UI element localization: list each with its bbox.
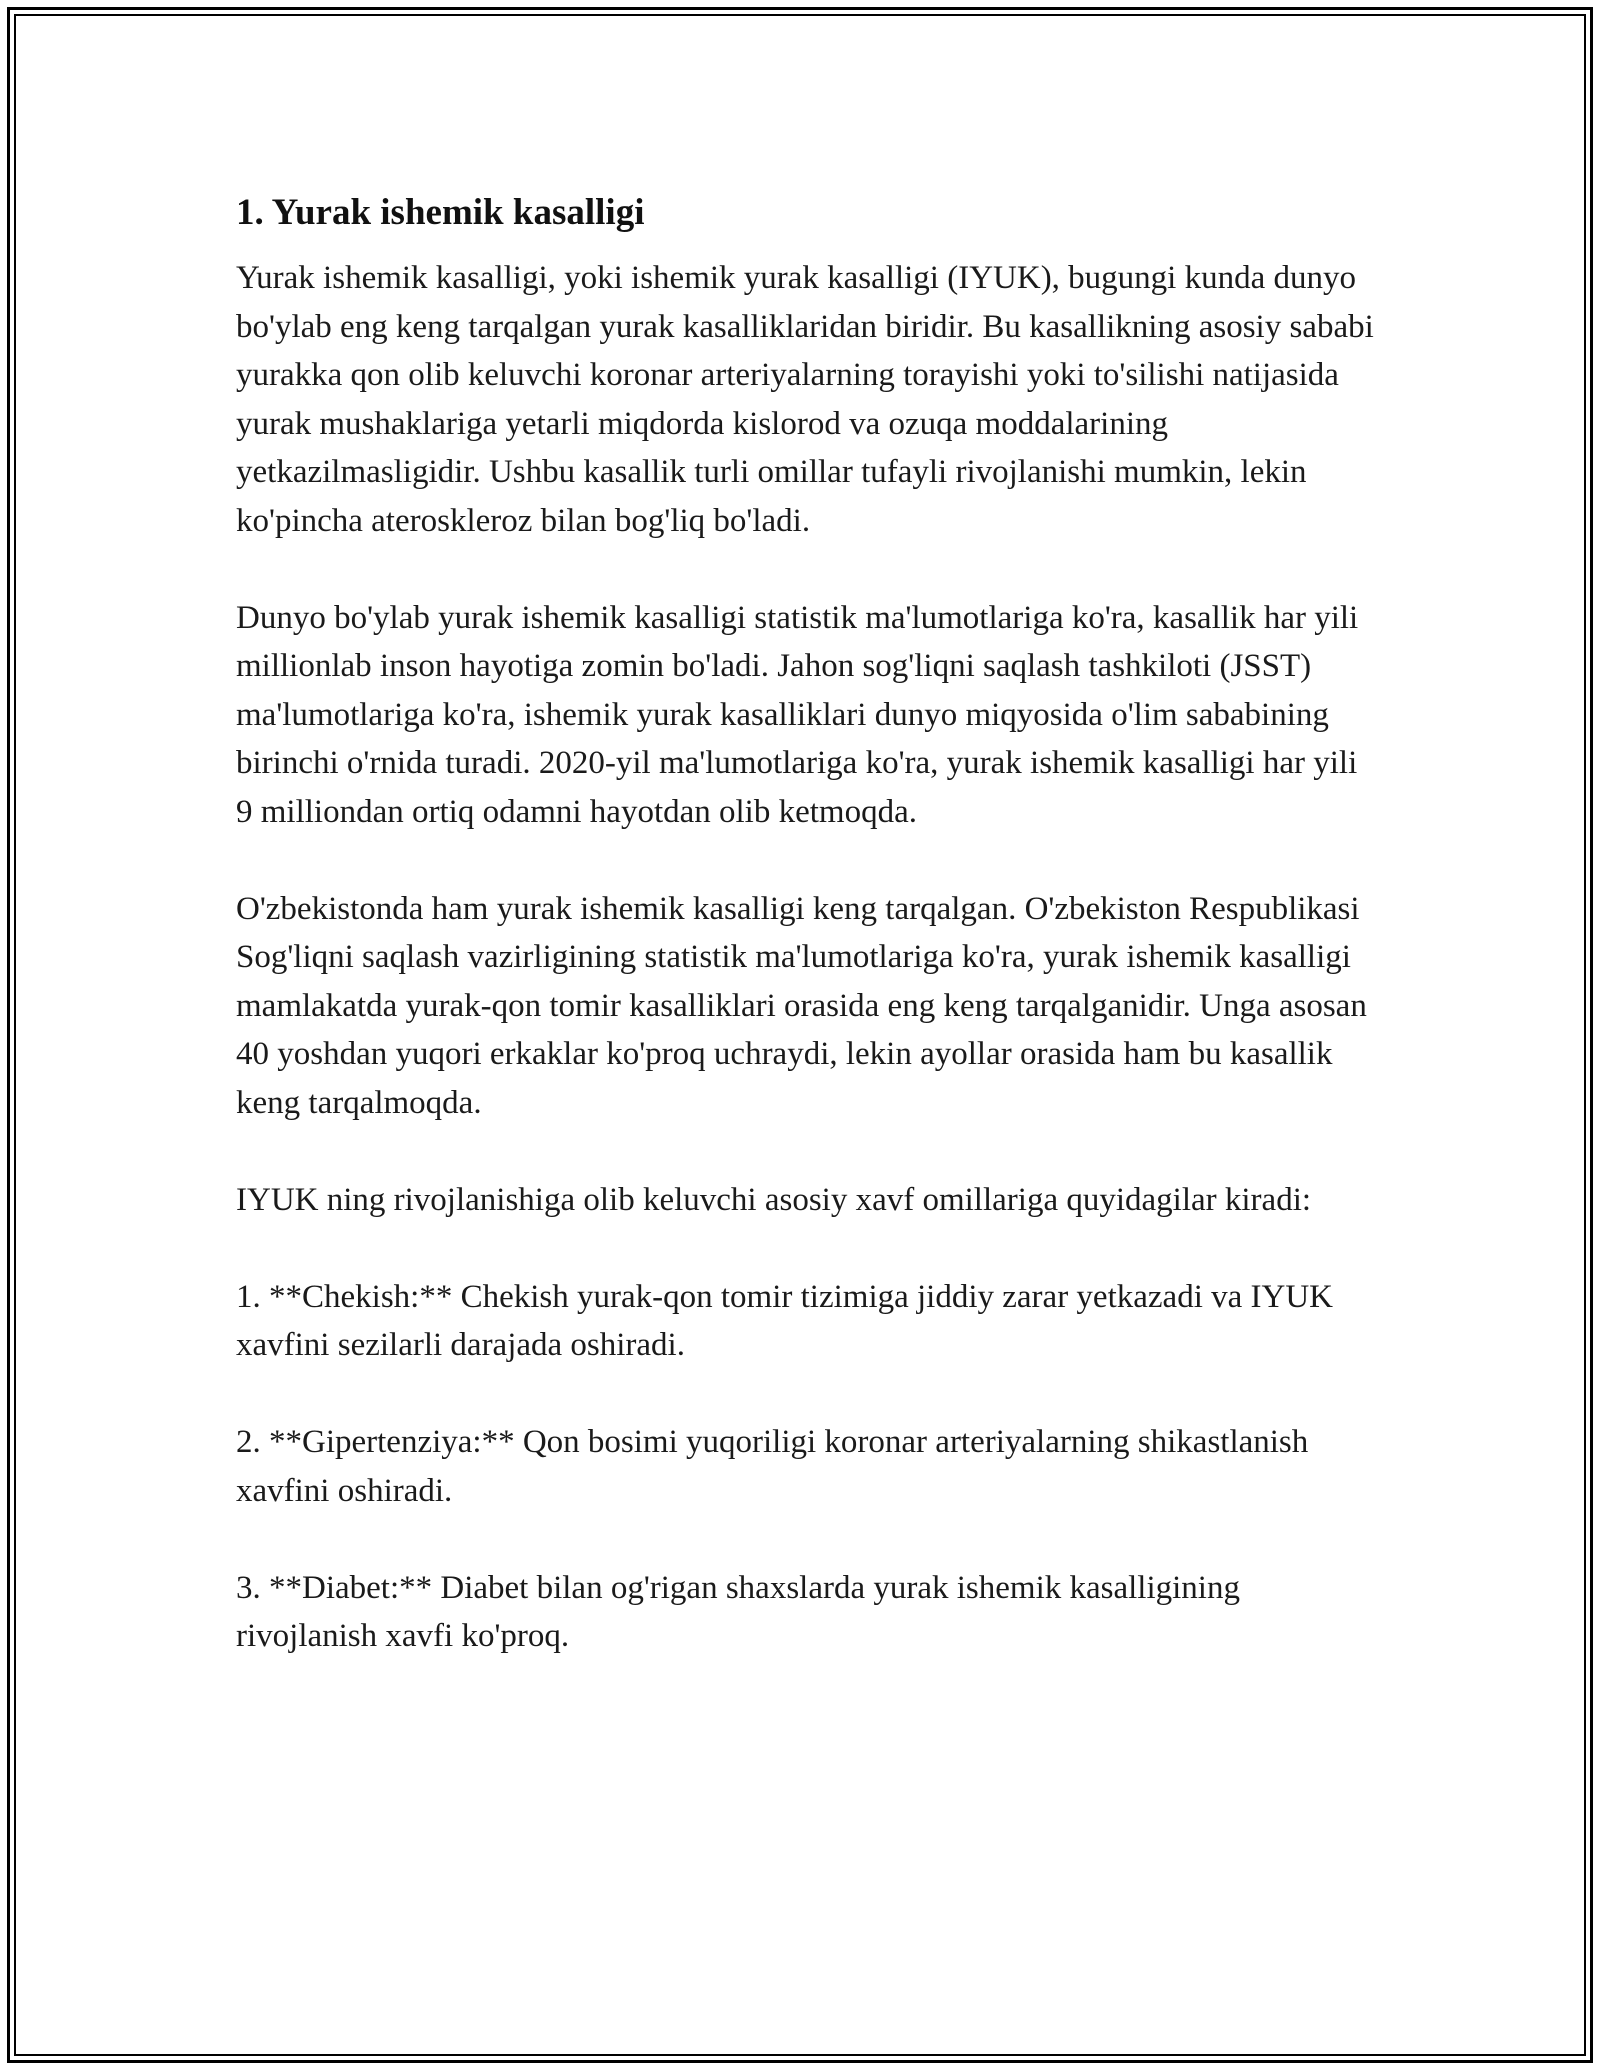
paragraph-intro: Yurak ishemik kasalligi, yoki ishemik yurak kasalligi (IYUK), bugungi kunda dunyo bo'ylab eng keng tarqalgan yurak kasalliklaridan biridir. Bu kasallikning asosiy sababi yurakka qon olib keluvchi koronar arteriyalarning torayishi yoki to'silishi natijasida yurak mushaklariga yetarli miqdorda kislorod va ozuqa moddalarining yetkazilmasligidir. Ushbu kasallik turli omillar tufayli rivojlanishi mumkin, lekin ko'pincha ateroskleroz bilan bog'liq bo'ladi. <box>236 260 1374 539</box>
document-body <box>236 186 1376 1661</box>
paragraph-world-statistics: Dunyo bo'ylab yurak ishemik kasalligi statistik ma'lumotlariga ko'ra, kasallik har yili millionlab inson hayotiga zomin bo'ladi. Jahon sog'liqni saqlash tashkiloti (JSST) ma'lumotlariga ko'ra, ishemik yurak kasalliklari dunyo miqyosida o'lim sababining birinchi o'rnida turadi. 2020-yil ma'lumotlariga ko'ra, yurak ishemik kasalligi har yili 9 milliondan ortiq odamni hayotdan olib ketmoqda. <box>236 599 1359 830</box>
list-item-smoking: 1. **Chekish:** Chekish yurak-qon tomir tizimiga jiddiy zarar yetkazadi va IYUK xavfini sezilarli darajada oshiradi. <box>236 1278 1333 1363</box>
list-item-hypertension: 2. **Gipertenziya:** Qon bosimi yuqoriligi koronar arteriyalarning shikastlanish xavfini oshiradi. <box>236 1424 1309 1509</box>
paragraph-uzbekistan-statistics: O'zbekistonda ham yurak ishemik kasalligi keng tarqalgan. O'zbekiston Respublikasi Sog'liqni saqlash vazirligining statistik ma'lumotlariga ko'ra, yurak ishemik kasalligi mamlakatda yurak-qon tomir kasalliklari orasida eng keng tarqalganidir. Unga asosan 40 yoshdan yuqori erkaklar ko'proq uchraydi, lekin ayollar orasida ham bu kasallik keng tarqalmoqda. <box>236 890 1367 1121</box>
section-heading: 1. Yurak ishemik kasalligi <box>236 192 645 233</box>
paragraph-risk-factors-intro: IYUK ning rivojlanishiga olib keluvchi asosiy xavf omillariga quyidagilar kiradi: <box>236 1181 1312 1218</box>
list-item-diabetes: 3. **Diabet:** Diabet bilan og'rigan shaxslarda yurak ishemik kasalligining rivojlanish xavfi ko'proq. <box>236 1569 1240 1654</box>
